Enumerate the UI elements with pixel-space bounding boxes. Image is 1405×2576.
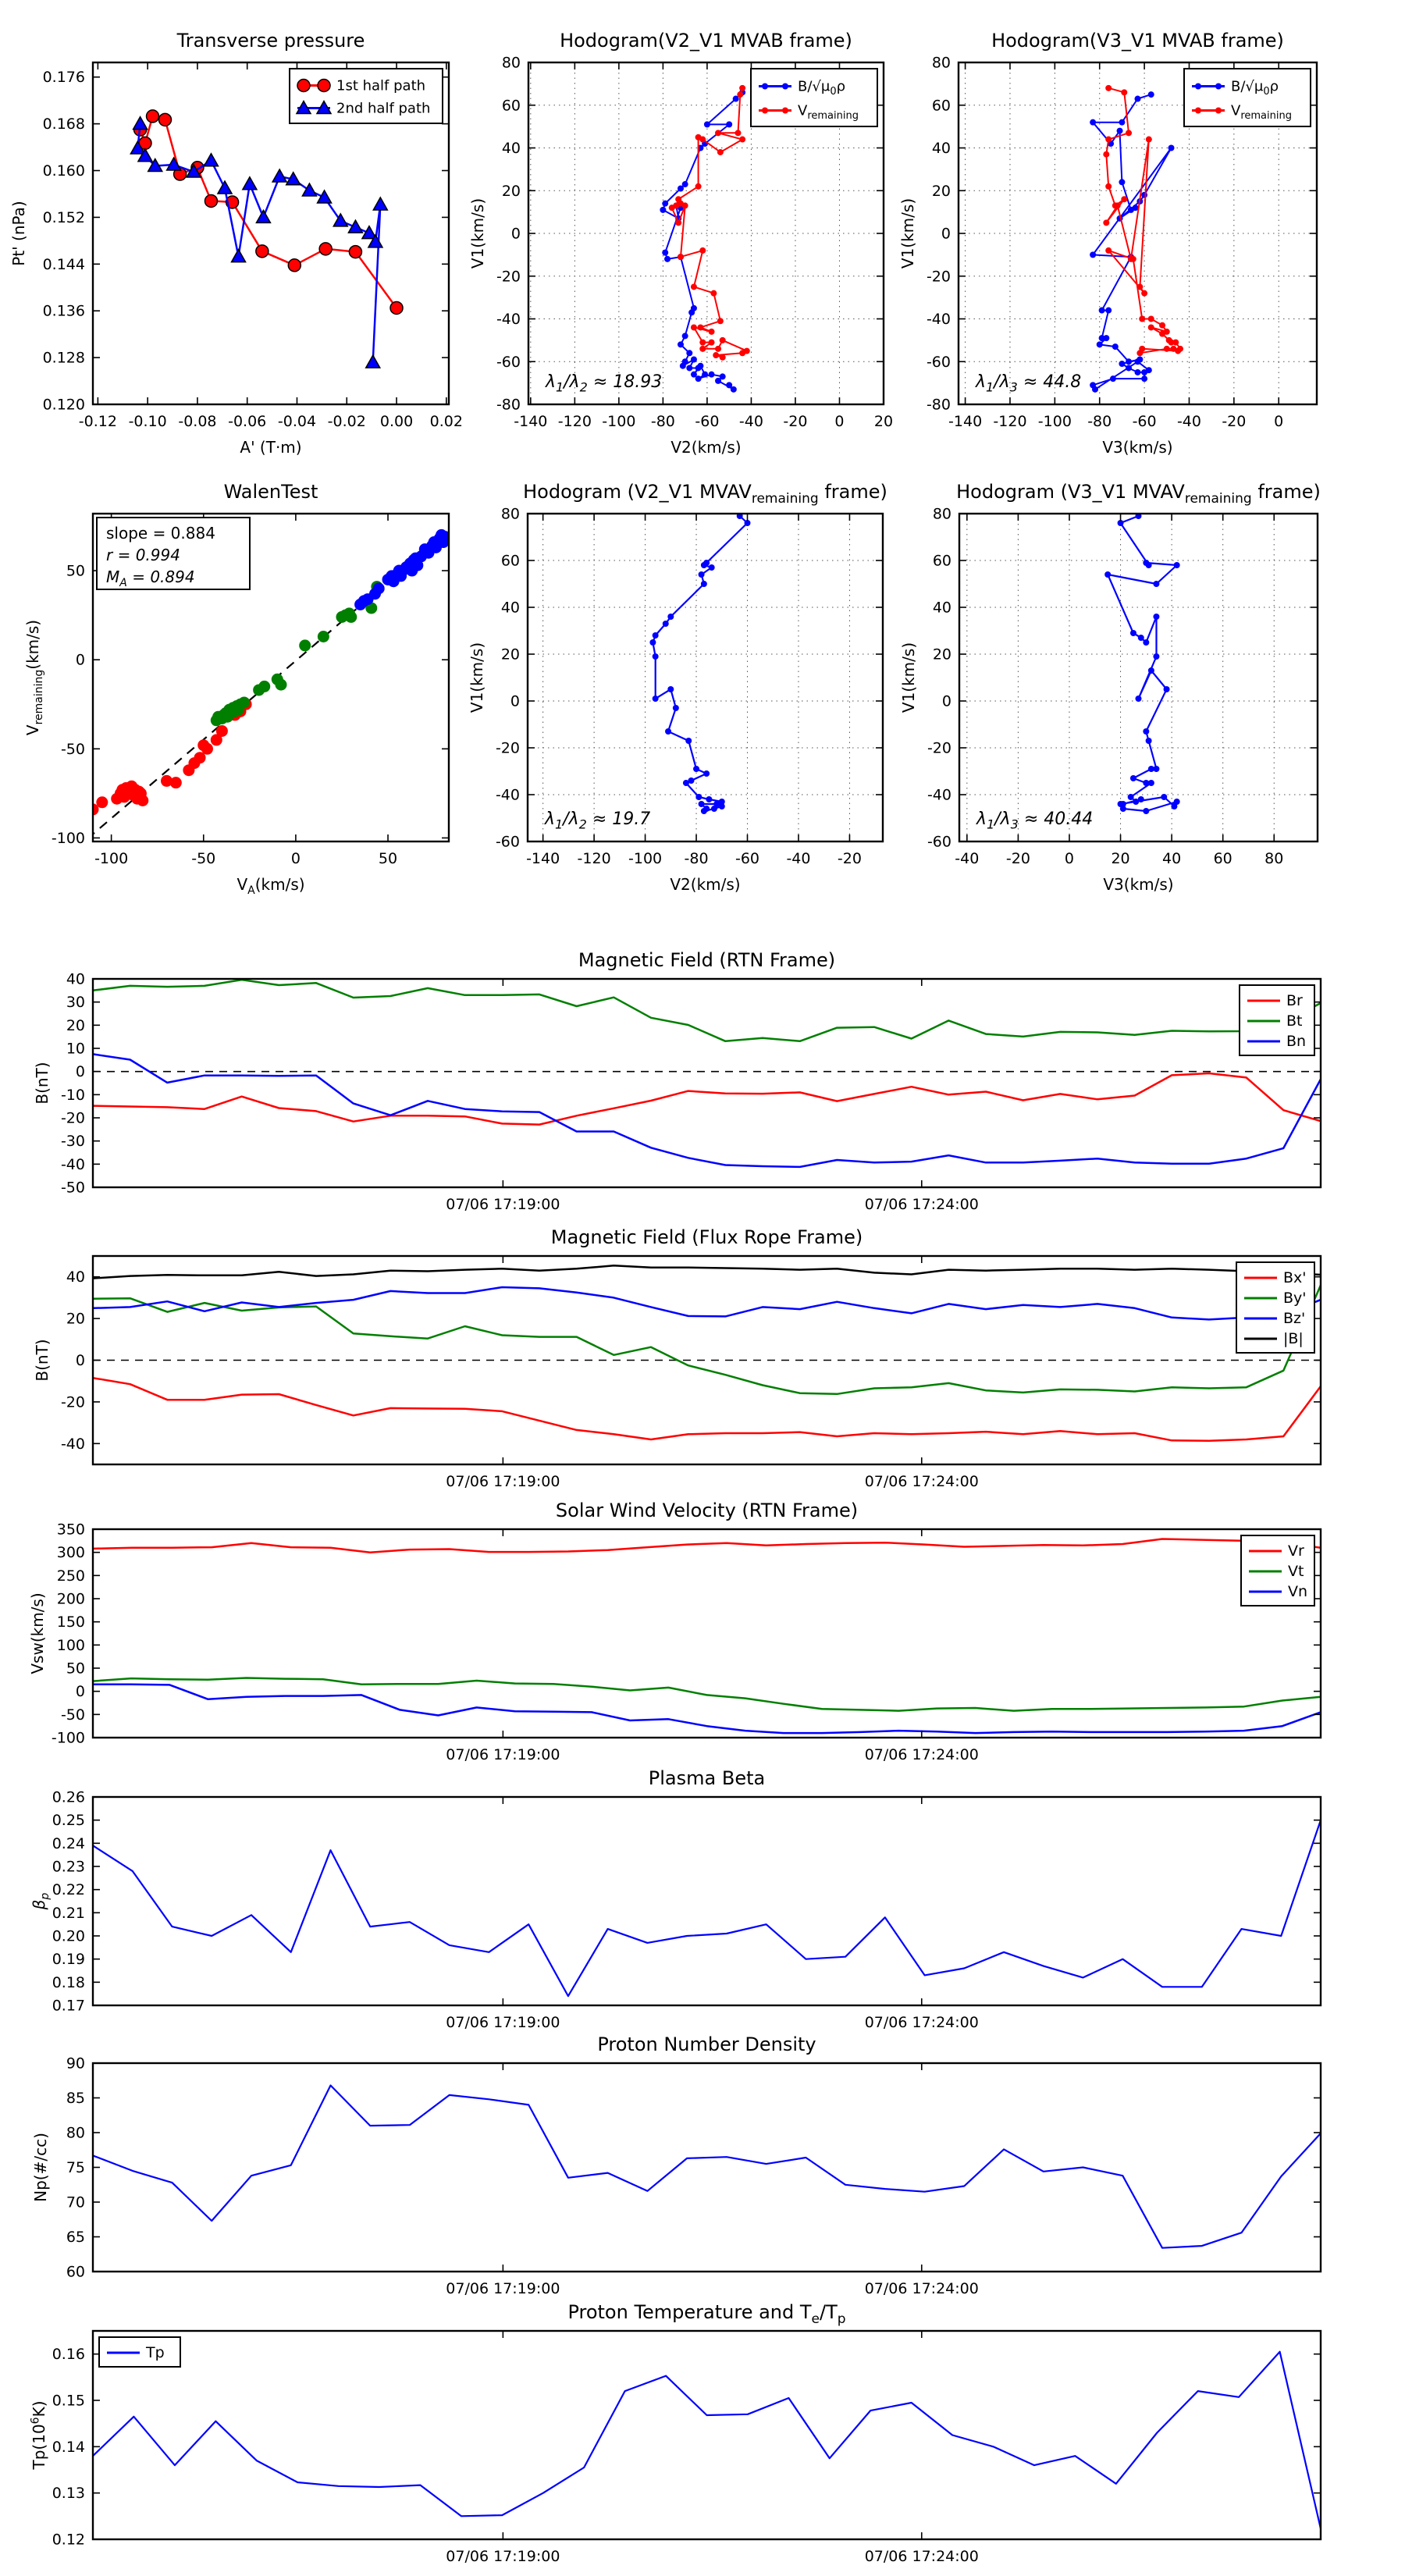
ticks xyxy=(93,2063,1321,2272)
series-Vr xyxy=(93,1539,1321,1553)
svg-text:0.21: 0.21 xyxy=(52,1904,85,1922)
svg-text:-60: -60 xyxy=(926,353,951,371)
svg-text:-40: -40 xyxy=(495,786,520,804)
svg-text:07/06 17:19:00: 07/06 17:19:00 xyxy=(446,2014,560,2031)
legend xyxy=(290,69,443,123)
svg-text:0: 0 xyxy=(75,1063,85,1081)
svg-text:07/06 17:24:00: 07/06 17:24:00 xyxy=(864,2280,979,2297)
panel-hodogram-v3v1-mvab xyxy=(898,30,1317,457)
svg-text:Vremaining: $V_{remaining}$ xyxy=(798,102,859,122)
axes-box xyxy=(93,1797,1321,2005)
svg-text:40: 40 xyxy=(66,970,85,988)
svg-text:0.160: 0.160 xyxy=(42,162,85,180)
svg-text:200: 200 xyxy=(56,1590,85,1608)
svg-text:-120: -120 xyxy=(557,413,592,430)
svg-text:0: 0 xyxy=(834,413,845,430)
ticks xyxy=(93,979,1321,1187)
svg-text:-100: -100 xyxy=(51,1729,85,1747)
svg-text:-10: -10 xyxy=(60,1086,85,1104)
svg-text:07/06 17:24:00: 07/06 17:24:00 xyxy=(864,1196,979,1213)
svg-text:-40: -40 xyxy=(60,1155,85,1173)
y-axis-label: V1(km/s) xyxy=(468,642,486,713)
svg-text:60: 60 xyxy=(500,552,520,570)
series-|B| xyxy=(93,1265,1321,1278)
svg-text:20: 20 xyxy=(931,182,951,200)
svg-text:-40: -40 xyxy=(786,850,811,867)
svg-text:-100: -100 xyxy=(602,413,636,430)
svg-text:0.00: 0.00 xyxy=(379,413,414,430)
svg-text:Vremaining: $V_{remaining}$ xyxy=(1231,102,1292,122)
svg-text:20: 20 xyxy=(500,646,520,664)
series-Bx' xyxy=(93,1378,1321,1441)
y-axis-label: Pt' (nPa) xyxy=(9,201,28,266)
svg-text:0.176: 0.176 xyxy=(42,69,85,87)
series-Vt xyxy=(93,1678,1321,1711)
svg-text:50: 50 xyxy=(378,850,398,867)
series-1st half path xyxy=(134,110,403,315)
svg-text:-140: -140 xyxy=(948,413,983,430)
svg-text:MA = 0.894: $M_A = 0.894$ xyxy=(106,568,195,589)
svg-text:20: 20 xyxy=(932,646,951,664)
svg-text:50: 50 xyxy=(66,562,85,580)
svg-text:0.13: 0.13 xyxy=(52,2485,85,2503)
x-axis-label: V3(km/s) xyxy=(1103,875,1174,894)
svg-text:-0.02: -0.02 xyxy=(327,413,366,430)
svg-text:-100: -100 xyxy=(51,829,85,847)
svg-text:-20: -20 xyxy=(1222,413,1247,430)
y-axis-label: Vsw(km/s) xyxy=(28,1592,47,1674)
svg-text:-50: -50 xyxy=(60,740,85,758)
svg-text:30: 30 xyxy=(66,994,85,1012)
svg-text:40: 40 xyxy=(500,599,520,617)
panel-b-rtn xyxy=(33,949,1321,1213)
svg-text:20: 20 xyxy=(66,1310,85,1328)
series-Bt xyxy=(93,980,1321,1041)
svg-text:-40: -40 xyxy=(60,1435,85,1453)
y-axis-label: $\beta_p$ xyxy=(30,1892,52,1910)
svg-text:20: 20 xyxy=(501,182,521,200)
series-2nd half path xyxy=(130,117,387,368)
series-Tp xyxy=(93,2352,1321,2529)
y-axis-label: $Tp(10^6K)$ xyxy=(29,2400,48,2470)
panel-hodogram-v2v1-mvab xyxy=(468,30,893,457)
svg-text:Vr: Vr xyxy=(1288,1542,1304,1560)
series-Bz' xyxy=(93,1287,1321,1319)
svg-text:slope = 0.884: slope = 0.884 xyxy=(106,524,215,543)
y-axis-label: V1(km/s) xyxy=(468,197,487,269)
svg-text:20: 20 xyxy=(873,413,894,430)
panel-title: Plasma Beta xyxy=(648,1767,766,1789)
svg-text:0: 0 xyxy=(75,651,85,669)
svg-text:07/06 17:24:00: 07/06 17:24:00 xyxy=(864,1473,979,1490)
svg-text:40: 40 xyxy=(1162,850,1182,867)
svg-text:-80: -80 xyxy=(926,396,951,414)
x-axis-label: V3(km/s) xyxy=(1102,438,1173,457)
svg-text:80: 80 xyxy=(500,505,520,523)
svg-text:80: 80 xyxy=(932,505,951,523)
svg-text:80: 80 xyxy=(1264,850,1284,867)
panel-proton-temperature xyxy=(29,2301,1321,2565)
svg-text:07/06 17:19:00: 07/06 17:19:00 xyxy=(446,2548,560,2565)
svg-text:-120: -120 xyxy=(993,413,1027,430)
series-V xyxy=(1104,513,1180,814)
tick-labels xyxy=(66,2055,979,2298)
svg-text:-40: -40 xyxy=(738,413,763,430)
svg-text:-50: -50 xyxy=(60,1706,85,1724)
series-B xyxy=(1090,91,1174,393)
panel-title: Hodogram (V2_V1 $MVAV_{remaining}$ frame) xyxy=(523,481,887,507)
svg-text:07/06 17:24:00: 07/06 17:24:00 xyxy=(864,2014,979,2031)
svg-text:-40: -40 xyxy=(496,311,521,328)
panel-b-fluxrope xyxy=(33,1226,1321,1490)
svg-text:-100: -100 xyxy=(1037,413,1072,430)
svg-text:-100: -100 xyxy=(94,850,129,867)
svg-text:0.144: 0.144 xyxy=(42,255,85,273)
ticks xyxy=(93,1529,1321,1738)
svg-text:Bn: Bn xyxy=(1286,1033,1307,1050)
panel-title: Hodogram(V3_V1 MVAB frame) xyxy=(991,30,1284,52)
svg-text:|B|: |B| xyxy=(1283,1330,1304,1347)
svg-text:80: 80 xyxy=(66,2124,85,2142)
svg-text:1st half path: 1st half path xyxy=(336,77,426,94)
svg-text:100: 100 xyxy=(56,1636,85,1654)
svg-text:-40: -40 xyxy=(955,850,980,867)
panel-title: Magnetic Field (RTN Frame) xyxy=(578,949,836,971)
svg-text:0.26: 0.26 xyxy=(52,1788,85,1806)
stats-box xyxy=(97,518,250,589)
svg-text:0.18: 0.18 xyxy=(52,1973,85,1991)
y-axis-label: $V_{remaining}(km/s)$ xyxy=(23,619,45,736)
panel-vsw-rtn xyxy=(28,1500,1321,1763)
panel-hodogram-v3v1-mvav xyxy=(899,481,1321,894)
tick-labels xyxy=(52,1789,979,2032)
svg-text:0.22: 0.22 xyxy=(52,1881,85,1899)
svg-text:0.12: 0.12 xyxy=(52,2531,85,2549)
svg-text:40: 40 xyxy=(931,140,951,157)
svg-text:0.136: 0.136 xyxy=(42,302,85,320)
legend xyxy=(1240,985,1314,1055)
svg-text:0: 0 xyxy=(290,850,301,867)
svg-text:0.17: 0.17 xyxy=(52,1997,85,2015)
panel-title: WalenTest xyxy=(223,481,318,503)
svg-text:0.25: 0.25 xyxy=(52,1812,85,1830)
svg-text:40: 40 xyxy=(932,599,951,617)
svg-text:20: 20 xyxy=(66,1016,85,1034)
svg-text:20: 20 xyxy=(1111,850,1130,867)
svg-text:Bt: Bt xyxy=(1286,1012,1303,1030)
eigenvalue-annotation: $\lambda_1/\lambda_2 \approx 18.93$ xyxy=(546,372,663,395)
svg-text:40: 40 xyxy=(66,1268,85,1286)
panel-plasma-beta xyxy=(30,1767,1321,2031)
x-axis-label: V2(km/s) xyxy=(670,875,741,894)
svg-text:-40: -40 xyxy=(927,786,951,804)
svg-text:-100: -100 xyxy=(628,850,663,867)
svg-text:07/06 17:19:00: 07/06 17:19:00 xyxy=(446,1196,560,1213)
legend xyxy=(1236,1262,1314,1353)
series-V xyxy=(649,513,750,814)
svg-text:-0.06: -0.06 xyxy=(228,413,267,430)
svg-text:-60: -60 xyxy=(496,353,521,371)
panel-hodogram-v2v1-mvav xyxy=(468,481,887,894)
svg-text:-0.08: -0.08 xyxy=(178,413,217,430)
svg-text:-20: -20 xyxy=(496,268,521,286)
svg-text:0.24: 0.24 xyxy=(52,1834,85,1852)
svg-text:07/06 17:24:00: 07/06 17:24:00 xyxy=(864,1746,979,1763)
svg-text:75: 75 xyxy=(66,2159,85,2176)
series-Np xyxy=(93,2086,1321,2248)
svg-text:60: 60 xyxy=(932,552,951,570)
svg-text:-50: -50 xyxy=(60,1179,85,1197)
x-axis-label: A' (T·m) xyxy=(240,438,302,457)
svg-text:350: 350 xyxy=(56,1521,85,1539)
axes-box xyxy=(93,979,1321,1187)
svg-text:07/06 17:24:00: 07/06 17:24:00 xyxy=(864,2548,979,2565)
svg-text:60: 60 xyxy=(1213,850,1232,867)
eigenvalue-annotation: $\lambda_1/\lambda_2 \approx 19.7$ xyxy=(545,809,651,832)
x-axis-label: V2(km/s) xyxy=(670,438,742,457)
svg-text:B/√μ0ρ: $B/√\mu_0\rho$ xyxy=(1231,78,1279,98)
svg-text:-30: -30 xyxy=(60,1133,85,1151)
svg-text:0.20: 0.20 xyxy=(52,1927,85,1945)
legend xyxy=(99,2337,180,2367)
svg-text:-80: -80 xyxy=(1087,413,1112,430)
svg-text:Vt: Vt xyxy=(1288,1563,1304,1580)
svg-text:0: 0 xyxy=(510,225,521,243)
svg-text:Tp: Tp xyxy=(146,2344,165,2361)
panel-title: Proton Number Density xyxy=(597,2033,816,2055)
svg-text:-140: -140 xyxy=(526,850,560,867)
panel-title: Hodogram(V2_V1 MVAB frame) xyxy=(560,30,852,52)
svg-text:By': By' xyxy=(1283,1290,1307,1307)
svg-text:90: 90 xyxy=(66,2055,85,2073)
axes-box xyxy=(93,2063,1321,2272)
svg-text:-40: -40 xyxy=(926,311,951,328)
series-2nd half xyxy=(354,529,451,610)
svg-text:0: 0 xyxy=(941,692,951,710)
svg-text:50: 50 xyxy=(66,1660,85,1678)
tick-labels xyxy=(52,1521,979,1764)
svg-text:60: 60 xyxy=(66,2263,85,2281)
svg-text:-40: -40 xyxy=(1176,413,1202,430)
axes-box xyxy=(93,1529,1321,1738)
y-axis-label: B(nT) xyxy=(33,1062,52,1105)
svg-text:0.128: 0.128 xyxy=(42,349,85,367)
svg-text:2nd half path: 2nd half path xyxy=(336,100,431,117)
panel-title: Hodogram (V3_V1 $MVAV_{remaining}$ frame) xyxy=(956,481,1321,507)
series-beta_p xyxy=(93,1820,1321,1996)
svg-text:150: 150 xyxy=(56,1614,85,1631)
svg-text:Br: Br xyxy=(1286,992,1303,1009)
svg-text:60: 60 xyxy=(501,97,521,115)
svg-text:-20: -20 xyxy=(1005,850,1030,867)
svg-text:0: 0 xyxy=(75,1352,85,1369)
svg-text:85: 85 xyxy=(66,2090,85,2107)
panel-title: Proton Temperature and $T_e/T_p$ xyxy=(567,2301,846,2327)
svg-text:60: 60 xyxy=(931,97,951,115)
svg-text:65: 65 xyxy=(66,2229,85,2246)
svg-text:-60: -60 xyxy=(735,850,760,867)
svg-text:-20: -20 xyxy=(60,1109,85,1127)
svg-text:250: 250 xyxy=(56,1567,85,1585)
x-axis-label: $V_A(km/s)$ xyxy=(237,875,305,897)
svg-text:-140: -140 xyxy=(514,413,548,430)
svg-text:0.02: 0.02 xyxy=(429,413,463,430)
y-axis-label: V1(km/s) xyxy=(899,642,918,713)
svg-text:07/06 17:19:00: 07/06 17:19:00 xyxy=(446,1473,560,1490)
svg-text:-60: -60 xyxy=(495,833,520,851)
svg-text:-20: -20 xyxy=(837,850,862,867)
svg-text:07/06 17:19:00: 07/06 17:19:00 xyxy=(446,1746,560,1763)
svg-text:-0.10: -0.10 xyxy=(128,413,167,430)
svg-text:0: 0 xyxy=(941,225,951,243)
panel-title: Solar Wind Velocity (RTN Frame) xyxy=(555,1500,859,1521)
svg-text:Bz': Bz' xyxy=(1283,1310,1306,1327)
svg-text:-50: -50 xyxy=(191,850,216,867)
svg-text:-20: -20 xyxy=(926,268,951,286)
svg-text:0.152: 0.152 xyxy=(42,208,85,226)
y-axis-label: B(nT) xyxy=(33,1339,52,1382)
svg-text:-20: -20 xyxy=(927,739,951,757)
svg-text:0.15: 0.15 xyxy=(52,2392,85,2410)
svg-text:-0.04: -0.04 xyxy=(277,413,317,430)
svg-text:-20: -20 xyxy=(495,739,520,757)
svg-text:80: 80 xyxy=(501,54,521,72)
svg-text:0: 0 xyxy=(1064,850,1075,867)
svg-text:-60: -60 xyxy=(695,413,720,430)
panel-title: Magnetic Field (Flux Rope Frame) xyxy=(550,1226,863,1248)
svg-text:r = 0.994: r = 0.994 xyxy=(106,546,180,564)
svg-text:-80: -80 xyxy=(496,396,521,414)
svg-text:0.14: 0.14 xyxy=(52,2438,85,2456)
eigenvalue-annotation: $\lambda_1/\lambda_3 \approx 44.8$ xyxy=(976,372,1082,395)
svg-text:0.16: 0.16 xyxy=(52,2346,85,2364)
series-V xyxy=(1103,85,1183,356)
svg-text:0: 0 xyxy=(75,1683,85,1701)
axes-box xyxy=(93,2331,1321,2539)
svg-text:0.168: 0.168 xyxy=(42,116,85,133)
tick-labels xyxy=(61,971,979,1214)
svg-text:-20: -20 xyxy=(60,1393,85,1411)
panel-transverse-pressure xyxy=(9,30,463,457)
svg-text:70: 70 xyxy=(66,2194,85,2211)
legend xyxy=(751,69,877,126)
svg-text:0.120: 0.120 xyxy=(42,396,85,414)
series-Br xyxy=(93,1073,1321,1125)
svg-text:0: 0 xyxy=(510,692,520,710)
svg-text:-0.12: -0.12 xyxy=(78,413,117,430)
ticks xyxy=(93,1797,1321,2005)
svg-text:B/√μ0ρ: $B/√\mu_0\rho$ xyxy=(798,78,846,98)
svg-text:-80: -80 xyxy=(650,413,675,430)
svg-text:Bx': Bx' xyxy=(1283,1269,1307,1286)
series-By' xyxy=(93,1285,1321,1393)
ticks xyxy=(93,2331,1321,2539)
svg-text:300: 300 xyxy=(56,1544,85,1562)
eigenvalue-annotation: $\lambda_1/\lambda_3 \approx 40.44$ xyxy=(976,809,1094,832)
svg-text:-80: -80 xyxy=(684,850,709,867)
svg-text:80: 80 xyxy=(931,54,951,72)
svg-text:0.19: 0.19 xyxy=(52,1951,85,1969)
y-axis-label: Np(#/cc) xyxy=(31,2133,50,2202)
svg-text:0: 0 xyxy=(1274,413,1284,430)
svg-text:-60: -60 xyxy=(1132,413,1157,430)
legend xyxy=(1241,1535,1314,1606)
panel-title: Transverse pressure xyxy=(176,30,365,52)
legend xyxy=(1184,69,1311,126)
svg-text:10: 10 xyxy=(66,1040,85,1058)
svg-text:07/06 17:19:00: 07/06 17:19:00 xyxy=(446,2280,560,2297)
panel-proton-density xyxy=(31,2033,1321,2297)
svg-text:-120: -120 xyxy=(577,850,611,867)
svg-text:0.23: 0.23 xyxy=(52,1858,85,1876)
svg-text:-60: -60 xyxy=(927,833,951,851)
svg-text:40: 40 xyxy=(501,140,521,157)
svg-text:-20: -20 xyxy=(783,413,808,430)
panel-walen-test xyxy=(23,481,451,897)
y-axis-label: V1(km/s) xyxy=(898,197,917,269)
tick-labels xyxy=(52,2346,979,2565)
svg-text:Vn: Vn xyxy=(1288,1583,1308,1600)
